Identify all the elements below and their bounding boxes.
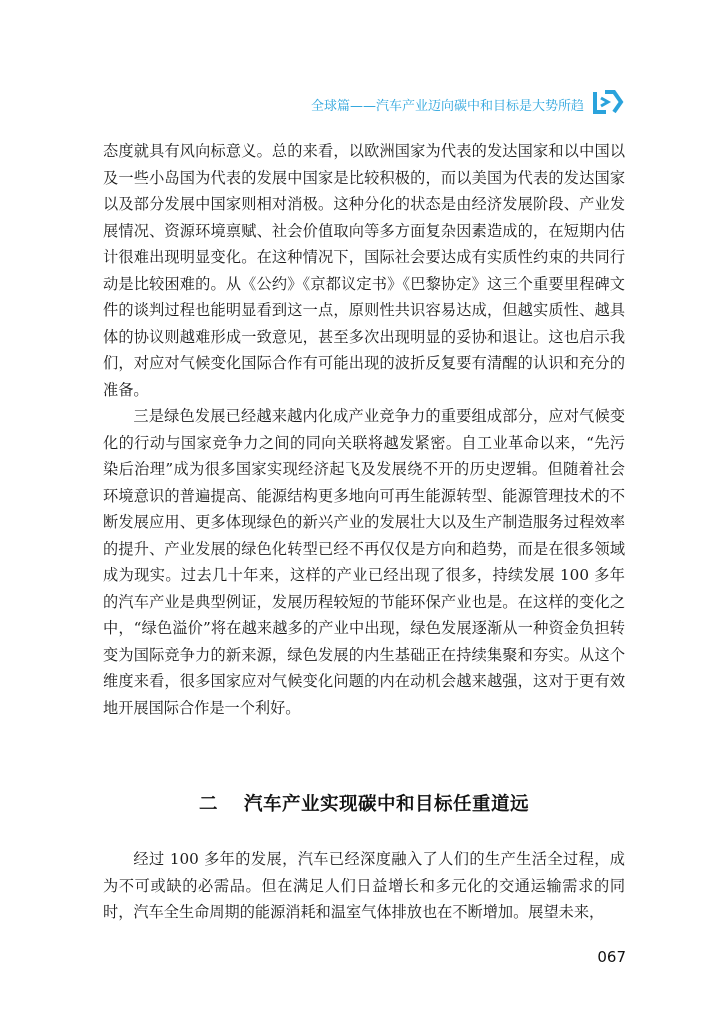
section-heading	[103, 790, 625, 816]
section-paragraph: 经过 100 多年的发展，汽车已经深度融入了人们的生产生活全过程，成为不可或缺的必需品。但在满足人们日益增长和多元化的交通运输需求的同时，汽车全生命周期的能源消耗和温室气体排放也在不断增加。展望未来，	[103, 850, 625, 921]
page-number: 067	[597, 948, 626, 966]
section-number: 二	[198, 794, 218, 815]
body-text	[103, 138, 625, 721]
paragraph-point-three: 三是绿色发展已经越来越内化成产业竞争力的重要组成部分，应对气候变化的行动与国家竞争力之间的同向关联将越发紧密。自工业革命以来，“先污染后治理”成为很多国家实现经济起飞及发展绕不开的历史逻辑。但随着社会环境意识的普遍提高、能源结构更多地向可再生能源转型、能源管理技术的不断发展应用、更多体现绿色的新兴产业的发展壮大以及生产制造服务过程效率的提升、产业发展的绿色化转型已经不再仅仅是方向和趋势，而是在很多领域成为现实。过去几十年来，这样的产业已经出现了很多，持续发展 100 多年的汽车产业是典型例证，发展历程较短的节能环保产业也是。在这样的变化之中，“绿色溢价”将在越来越多的产业中出现，绿色发展逐渐从一种资金负担转变为国际竞争力的新来源，绿色发展的内生基础正在持续集聚和夯实。从这个维度来看，很多国家应对气候变化问题的内在动机会越来越强，这对于更有效地开展国际合作是一个利好。	[103, 407, 625, 717]
section-body-text	[103, 846, 625, 926]
paragraph-continued: 态度就具有风向标意义。总的来看，以欧洲国家为代表的发达国家和以中国以及一些小岛国为代表的发展中国家是比较积极的，而以美国为代表的发达国家以及部分发展中国家则相对消极。这种分化的状态是由经济发展阶段、产业发展情况、资源环境禀赋、社会价值取向等多方面复杂因素造成的，在短期内估计很难出现明显变化。在这种情况下，国际社会要达成有实质性约束的共同行动是比较困难的。从《公约》《京都议定书》《巴黎协定》这三个重要里程碑文件的谈判过程也能明显看到这一点，原则性共识容易达成，但越实质性、越具体的协议则越难形成一致意见，甚至多次出现明显的妥协和退让。这也启示我们，对应对气候变化国际合作有可能出现的波折反复要有清醒的认识和充分的准备。	[103, 142, 625, 399]
running-header	[200, 90, 624, 120]
running-header-title: 全球篇——汽车产业迈向碳中和目标是大势所趋	[310, 99, 584, 114]
section-title: 汽车产业实现碳中和目标任重道远	[244, 794, 530, 815]
chapter-arrow-icon	[592, 88, 624, 116]
